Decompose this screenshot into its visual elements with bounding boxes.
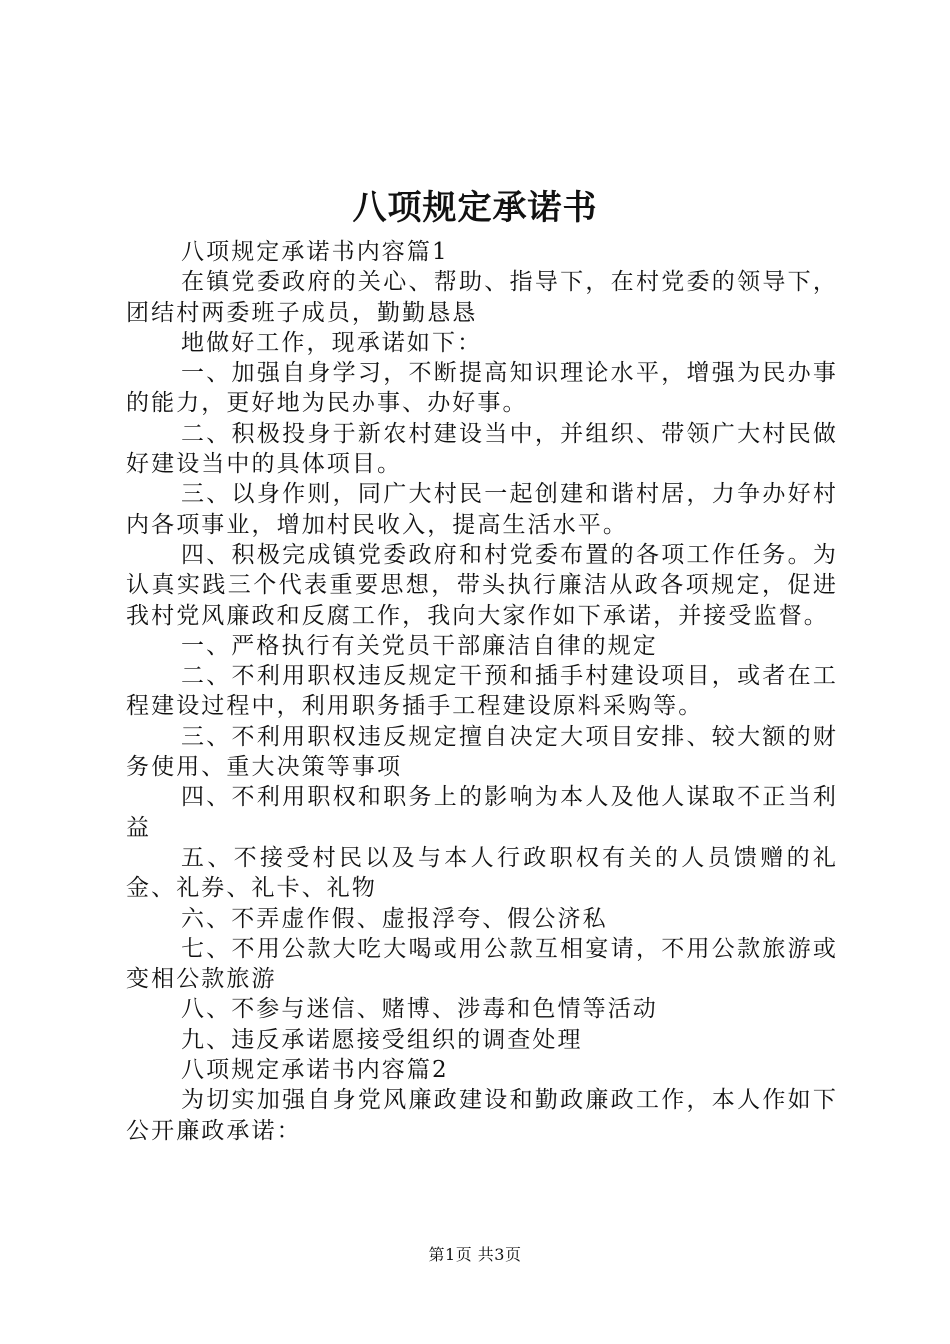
paragraph: 一、加强自身学习，不断提高知识理论水平，增强为民办事的能力，更好地为民办事、办好事。 [126, 360, 838, 417]
paragraph: 二、积极投身于新农村建设当中，并组织、带领广大村民做好建设当中的具体项目。 [126, 420, 838, 478]
paragraph: 为切实加强自身党风廉政建设和勤政廉政工作，本人作如下公开廉政承诺： [126, 1087, 838, 1144]
paragraph: 七、不用公款大吃大喝或用公款互相宴请，不用公款旅游或变相公款旅游 [126, 935, 838, 993]
page-footer: 第1页 共3页 [428, 1245, 522, 1264]
paragraph: 三、不利用职权违反规定擅自决定大项目安排、较大额的财务使用、重大决策等事项 [126, 723, 838, 781]
paragraph: 五、不接受村民以及与本人行政职权有关的人员馈赠的礼金、礼券、礼卡、礼物 [126, 844, 838, 902]
paragraph: 地做好工作，现承诺如下： [181, 329, 483, 356]
paragraph: 四、不利用职权和职务上的影响为本人及他人谋取不正当利益 [126, 784, 838, 841]
paragraph: 八、不参与迷信、赌博、涉毒和色情等活动 [181, 996, 658, 1023]
paragraph: 一、严格执行有关党员干部廉洁自律的规定 [181, 632, 658, 659]
paragraph: 四、积极完成镇党委政府和村党委布置的各项工作任务。为认真实践三个代表重要思想，带头执行廉洁从政各项规定，促进我村党风廉政和反腐工作，我向大家作如下承诺，并接受监督。 [126, 541, 838, 629]
section-heading-1: 八项规定承诺书内容篇1 [181, 239, 449, 265]
section-heading-2: 八项规定承诺书内容篇2 [181, 1057, 449, 1084]
paragraph: 二、不利用职权违反规定干预和插手村建设项目，或者在工程建设过程中，利用职务插手工程建设原料采购等。 [126, 663, 838, 720]
document-title: 八项规定承诺书 [352, 188, 598, 228]
paragraph: 六、不弄虚作假、虚报浮夸、假公济私 [181, 905, 608, 932]
paragraph: 九、违反承诺愿接受组织的调查处理 [181, 1026, 583, 1053]
document-body [126, 237, 838, 1146]
paragraph: 三、以身作则，同广大村民一起创建和谐村居，力争办好村内各项事业，增加村民收入，提高生活水平。 [126, 481, 838, 538]
paragraph: 在镇党委政府的关心、帮助、指导下，在村党委的领导下，团结村两委班子成员，勤勤恳恳 [126, 269, 838, 326]
